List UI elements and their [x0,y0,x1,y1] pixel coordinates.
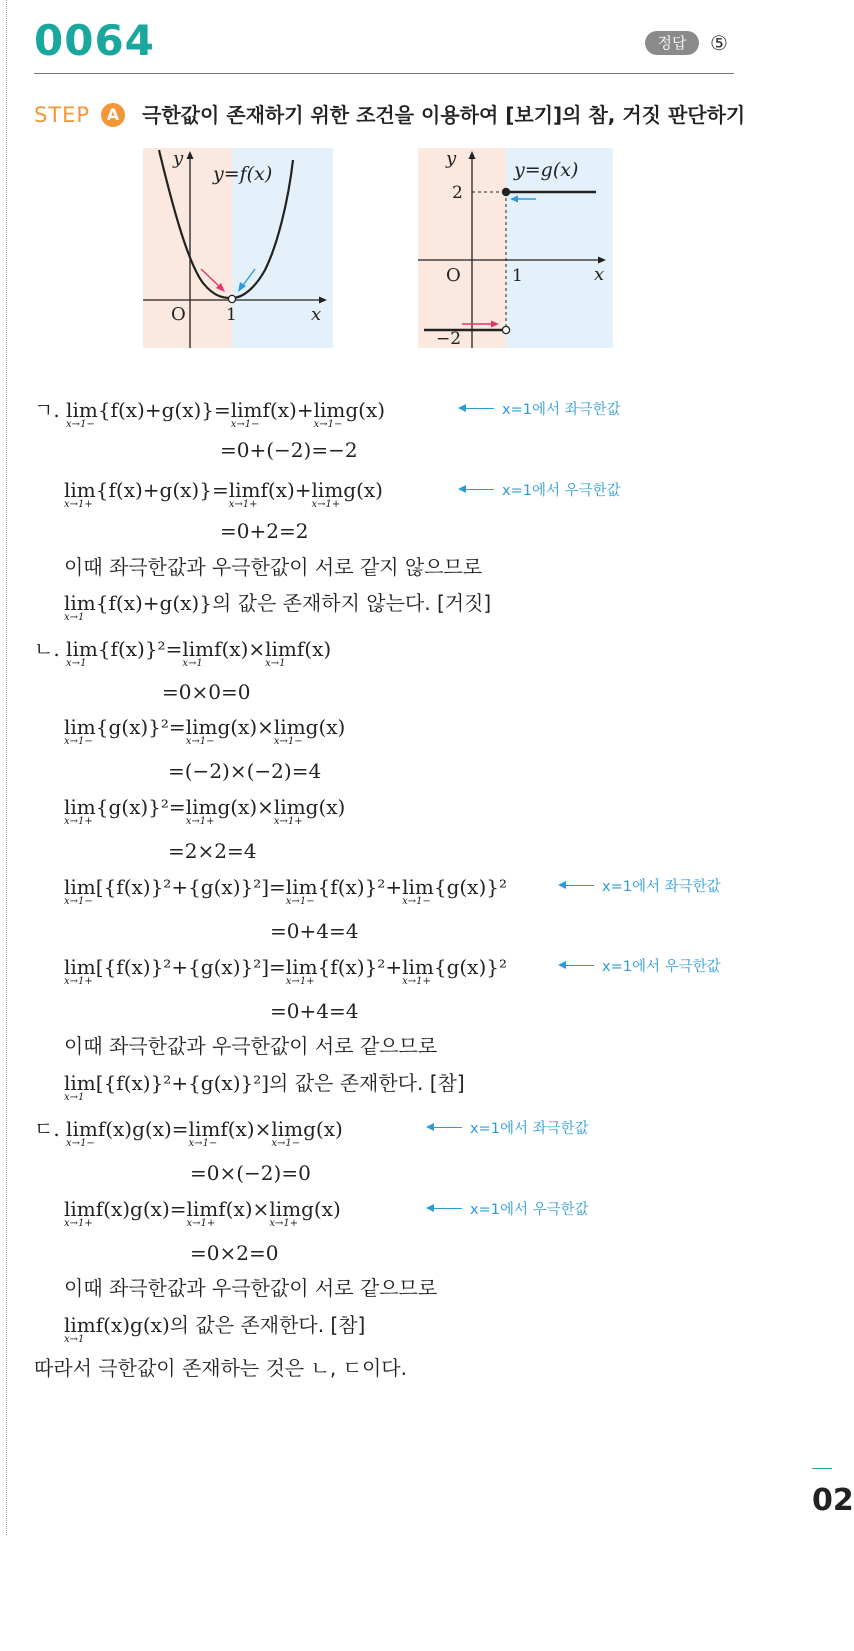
solution-b-gr-calc: =2×2=4 [168,839,257,863]
note-right-limit-c: x=1에서 우극한값 [428,1200,589,1220]
note-left-limit-a: x=1에서 좌극한값 [460,400,621,420]
graph-g [418,148,613,348]
solution-b-f-line: ㄴ. lim x→1 {f(x)}²=lim x→1 f(x)×lim x→1 f(x) [34,637,332,669]
graph-f-x-label: x [311,304,322,325]
solution-b-sum-right-calc: =0+4=4 [270,999,359,1023]
graph-g-function-label: y=g(x) [514,159,579,181]
answer-badge: 정답 [645,31,699,55]
answer-value: ⑤ [710,31,728,55]
graph-g-tick-2: 2 [452,183,463,203]
conclusion: 따라서 극한값이 존재하는 것은 ㄴ, ㄷ이다. [34,1356,407,1380]
solution-a-text2: lim x→1 {f(x)+g(x)}의 값은 존재하지 않는다. [거짓] [64,591,492,623]
graph-g-open-point [502,326,509,333]
solution-b-text2: lim x→1 [{f(x)}²+{g(x)}²]의 값은 존재한다. [참] [64,1071,465,1103]
solution-b-f-calc: =0×0=0 [162,680,251,704]
graph-f-function-label: y=f(x) [213,163,273,185]
graph-g-y-label: y [446,148,457,169]
graph-g-origin: O [446,265,461,286]
solution-a-marker: ㄱ. [34,398,60,422]
graph-f [143,148,333,348]
step-badge: A [101,103,125,127]
step-label: STEP [34,103,91,127]
graph-g-tick-1: 1 [512,266,523,286]
note-left-limit-c: x=1에서 좌극한값 [428,1119,589,1139]
step-title: 극한값이 존재하기 위한 조건을 이용하여 [보기]의 참, 거짓 판단하기 [142,103,746,127]
note-right-limit-b: x=1에서 우극한값 [560,957,721,977]
margin-dotted-line [6,0,7,1535]
limit-left: lim x→1− [66,398,98,430]
solution-b-gr-line: lim x→1+ {g(x)}²=lim x→1+ g(x)×lim x→1+ g(x) [64,795,346,827]
solution-b-text1: 이때 좌극한값과 우극한값이 서로 같으므로 [64,1034,438,1058]
graph-f-y-label: y [173,148,184,169]
solution-c-right-calc: =0×2=0 [190,1241,279,1265]
page-number: 02 [812,1483,854,1518]
solution-c-right-line: lim x→1+ f(x)g(x)=lim x→1+ f(x)×lim x→1+ g(x) [64,1197,341,1229]
solution-b-sum-right-line: lim x→1+ [{f(x)}²+{g(x)}²]=lim x→1+ {f(x)}²+lim x→1+ {g(x)}² [64,955,507,987]
problem-number: 0064 [34,16,155,65]
solution-a-right-calc: =0+2=2 [220,519,309,543]
solution-b-sum-left-calc: =0+4=4 [270,919,359,943]
solution-b-gl-line: lim x→1− {g(x)}²=lim x→1− g(x)×lim x→1− g(x) [64,715,346,747]
solution-c-text2: lim x→1 f(x)g(x)의 값은 존재한다. [참] [64,1313,366,1345]
graph-f-origin: O [171,304,186,325]
solution-c-marker: ㄷ. [34,1117,60,1141]
graph-g-left-shade [418,148,506,348]
solution-c-left-line: ㄷ. lim x→1− f(x)g(x)=lim x→1− f(x)×lim x→1− g(x) [34,1117,343,1149]
header-divider [34,73,734,74]
solution-a-left-line: ㄱ. lim x→1− {f(x)+g(x)}=lim x→1− f(x)+lim x→1− g(x) [34,398,386,430]
solution-a-right-line: lim x→1+ {f(x)+g(x)}=lim x→1+ f(x)+lim x→1+ g(x) [64,478,383,510]
solution-a-text1: 이때 좌극한값과 우극한값이 서로 같지 않으므로 [64,555,483,579]
solution-b-sum-left-line: lim x→1− [{f(x)}²+{g(x)}²]=lim x→1− {f(x)}²+lim x→1− {g(x)}² [64,875,507,907]
page-number-mark [812,1468,832,1469]
graph-f-open-point [228,295,235,302]
solution-a-left-calc: =0+(−2)=−2 [220,438,358,462]
graph-g-closed-point [502,188,510,196]
solution-c-left-calc: =0×(−2)=0 [190,1161,311,1185]
graph-f-tick-1: 1 [226,305,237,325]
solution-c-text1: 이때 좌극한값과 우극한값이 서로 같으므로 [64,1276,438,1300]
graph-g-tick-neg-2: −2 [436,329,462,349]
solution-b-marker: ㄴ. [34,637,60,661]
note-left-limit-b: x=1에서 좌극한값 [560,877,721,897]
note-right-limit-a: x=1에서 우극한값 [460,481,621,501]
graph-g-x-label: x [594,264,605,285]
solution-b-gl-calc: =(−2)×(−2)=4 [168,759,322,783]
